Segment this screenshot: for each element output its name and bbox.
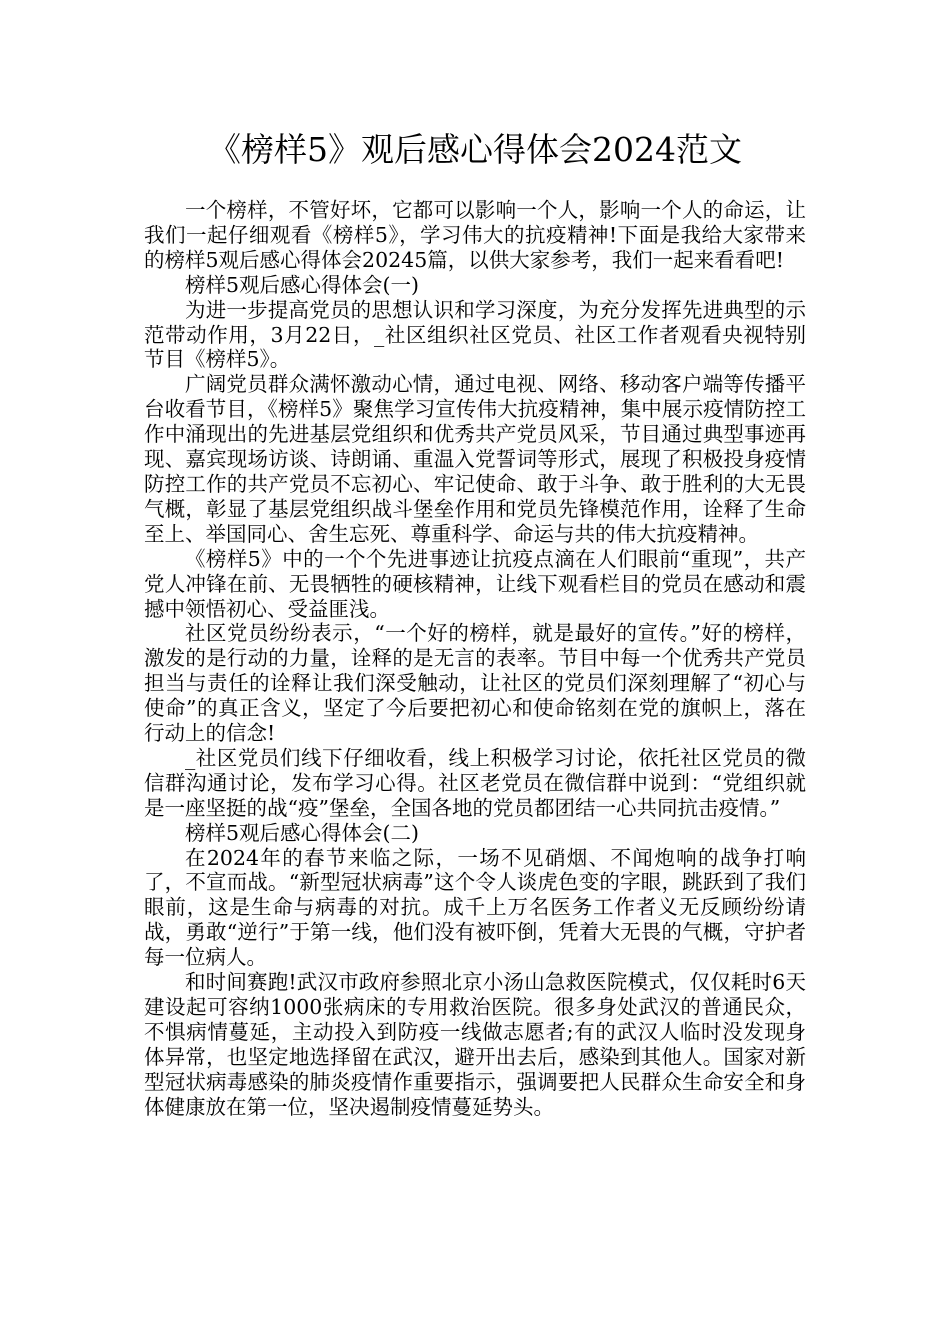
document-body	[144, 198, 806, 1120]
document-title: 《榜样5》观后感心得体会2024范文	[208, 130, 742, 169]
body-paragraph: 《榜样5》中的一个个先进事迹让抗疫点滴在人们眼前“重现”，共产党人冲锋在前、无畏牺牲的硬核精神，让线下观看栏目的党员在感动和震撼中领悟初心、受益匪浅。	[144, 546, 806, 621]
body-paragraph: 和时间赛跑!武汉市政府参照北京小汤山急救医院模式，仅仅耗时6天建设起可容纳1000张病床的专用救治医院。很多身处武汉的普通民众，不惧病情蔓延，主动投入到防疫一线做志愿者;有的武汉人临时没发现身体异常，也坚定地选择留在武汉，避开出去后，感染到其他人。国家对新型冠状病毒感染的肺炎疫情作重要指示，强调要把人民群众生命安全和身体健康放在第一位，坚决遏制疫情蔓延势头。	[144, 970, 806, 1119]
body-paragraph: 为进一步提高党员的思想认识和学习深度，为充分发挥先进典型的示范带动作用，3月22日，_社区组织社区党员、社区工作者观看央视特别节目《榜样5》。	[144, 297, 806, 372]
section-heading-1: 榜样5观后感心得体会(一)	[185, 272, 420, 297]
intro-paragraph: 一个榜样，不管好坏，它都可以影响一个人，影响一个人的命运，让我们一起仔细观看《榜样5》，学习伟大的抗疫精神!下面是我给大家带来的榜样5观后感心得体会20245篇，以供大家参考，我们一起来看看吧!	[144, 198, 806, 272]
body-paragraph: 社区党员纷纷表示，“一个好的榜样，就是最好的宣传。”好的榜样，激发的是行动的力量，诠释的是无言的表率。节目中每一个优秀共产党员担当与责任的诠释让我们深受触动，让社区的党员们深刻理解了“初心与使命”的真正含义，坚定了今后要把初心和使命铭刻在党的旗帜上，落在行动上的信念!	[144, 621, 806, 746]
body-paragraph: 广阔党员群众满怀激动心情，通过电视、网络、移动客户端等传播平台收看节目，《榜样5》聚焦学习宣传伟大抗疫精神，集中展示疫情防控工作中涌现出的先进基层党组织和优秀共产党员风采，节目通过典型事迹再现、嘉宾现场访谈、诗朗诵、重温入党誓词等形式，展现了积极投身疫情防控工作的共产党员不忘初心、牢记使命、敢于斗争、敢于胜利的大无畏气概，彰显了基层党组织战斗堡垒作用和党员先锋模范作用，诠释了生命至上、举国同心、舍生忘死、尊重科学、命运与共的伟大抗疫精神。	[144, 372, 806, 546]
body-paragraph: 在2024年的春节来临之际，一场不见硝烟、不闻炮响的战争打响了，不宣而战。“新型冠状病毒”这个令人谈虎色变的字眼，跳跃到了我们眼前，这是生命与病毒的对抗。成千上万名医务工作者义无反顾纷纷请战，勇敢“逆行”于第一线，他们没有被吓倒，凭着大无畏的气概，守护者每一位病人。	[144, 845, 806, 970]
body-paragraph: _社区党员们线下仔细收看，线上积极学习讨论，依托社区党员的微信群沟通讨论，发布学习心得。社区老党员在微信群中说到：“党组织就是一座坚挺的战“疫”堡垒，全国各地的党员都团结一心共同抗击疫情。”	[144, 745, 806, 820]
section-heading-2: 榜样5观后感心得体会(二)	[185, 820, 420, 845]
